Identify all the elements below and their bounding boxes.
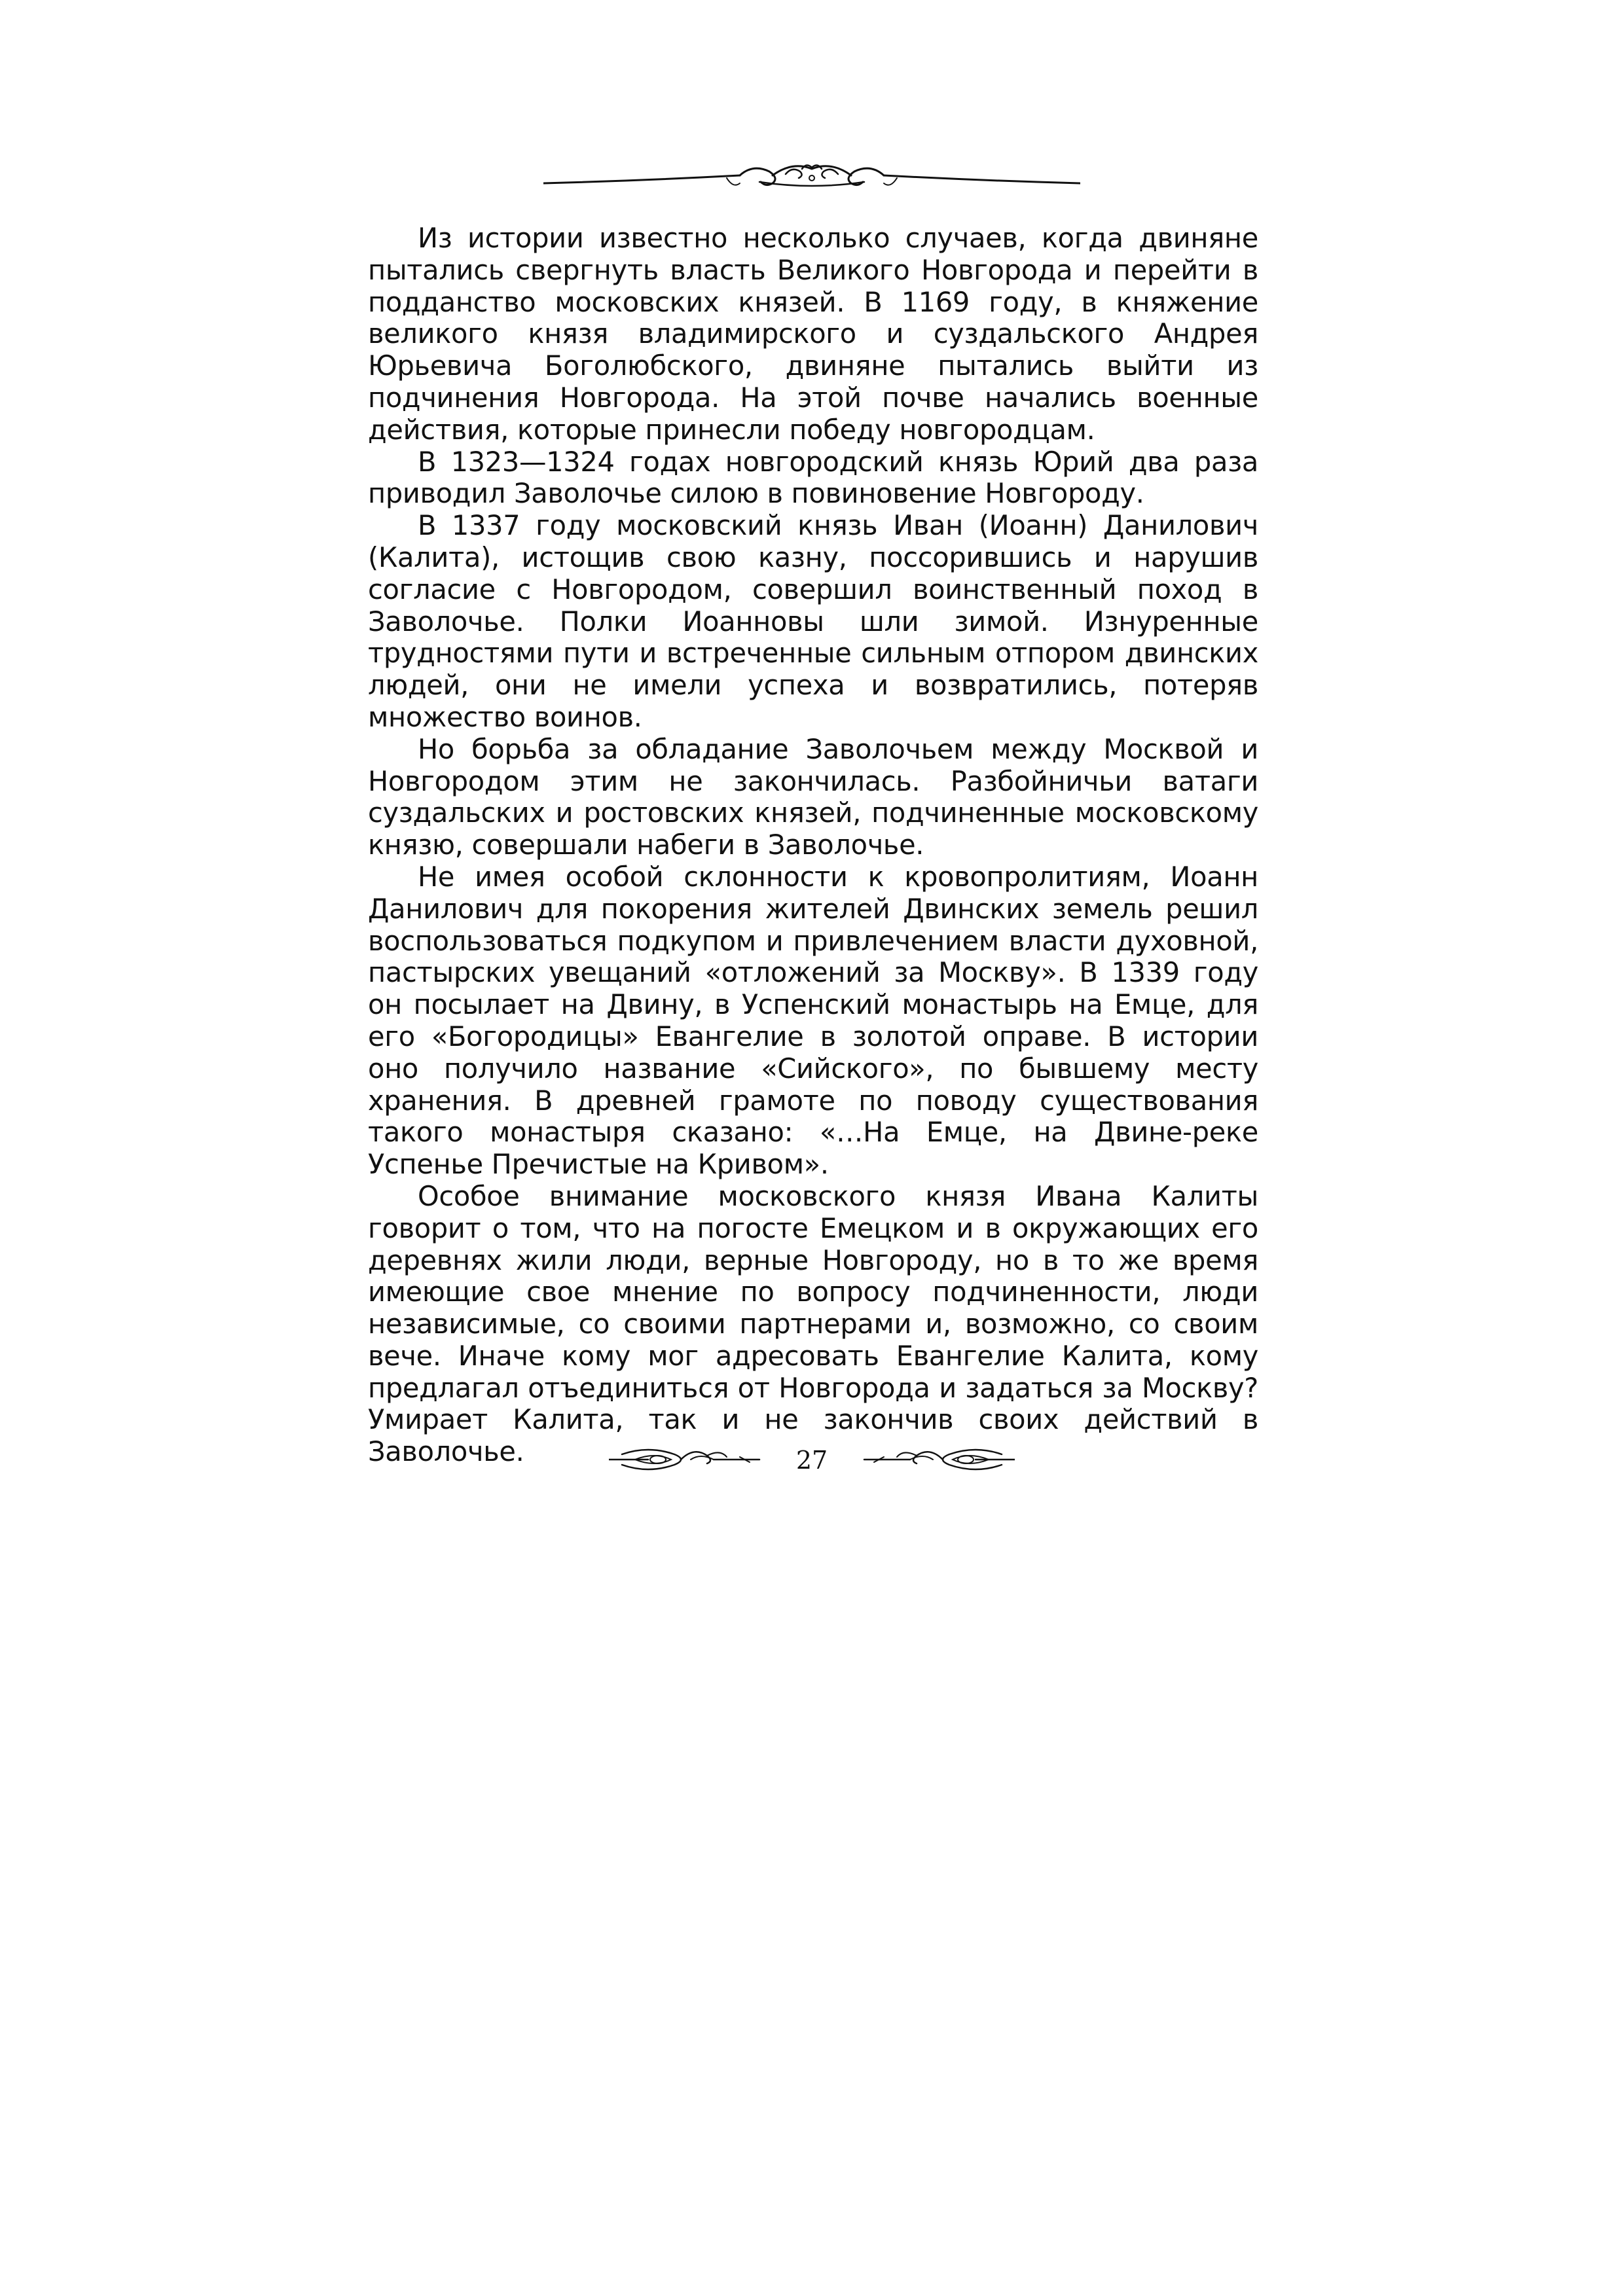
page-footer — [609, 1440, 1015, 1486]
footer-right-ornament-icon — [858, 1440, 1015, 1479]
paragraph: Не имея особой склонности к кровопролитиям, Иоанн Данилович для покорения жителей Двинских земель решил воспользоваться подкупом и привлечением власти духовной, пастырских увещаний «отложений за Москву». В 1339 году он посылает на Двину, в Успенский монастырь на Емце, для его «Богородицы» Евангелие в золотой оправе. В истории оно получило название «Сийского», по бывшему месту хранения. В древней грамоте по поводу существования такого монастыря сказано: «…На Емце, на Двине-реке Успенье Пречистые на Кривом». — [368, 860, 1258, 1181]
header-ornament-icon — [543, 149, 1080, 202]
page-number: 27 — [795, 1446, 828, 1475]
paragraph: В 1323—1324 годах новгородский князь Юрий два раза приводил Заволочье силою в повиновение Новгороду. — [368, 445, 1258, 510]
footer-left-ornament-icon — [609, 1440, 766, 1479]
paragraph: Особое внимание московского князя Ивана Калиты говорит о том, что на погосте Емецком и в окружающих его деревнях жили люди, верные Новгороду, но в то же время имеющие свое мнение по вопросу подчиненности, люди независимые, со своими партнерами и, возможно, со своим вече. Иначе кому мог адресовать Евангелие Калита, кому предлагал отъединиться от Новгорода и задаться за Москву? Умирает Калита, так и не закончив своих действий в Заволочье. — [368, 1179, 1258, 1468]
paragraph: Из истории известно несколько случаев, когда двиняне пытались свергнуть власть Великого Новгорода и перейти в подданство московских князей. В 1169 году, в княжение великого князя владимирского и суздальского Андрея Юрьевича Боголюбского, двиняне пытались выйти из подчинения Новгорода. На этой почве начались военные действия, которые принесли победу новгородцам. — [368, 222, 1258, 446]
paragraph: В 1337 году московский князь Иван (Иоанн) Данилович (Калита), истощив свою казну, поссорившись и нарушив согласие с Новгородом, совершил воинственный поход в Заволочье. Полки Иоанновы шли зимой. Изнуренные трудностями пути и встреченные сильным отпором двинских людей, они не имели успеха и возвратились, потеряв множество воинов. — [368, 509, 1258, 733]
paragraph: Но борьба за обладание Заволочьем между Москвой и Новгородом этим не закончилась. Разбойничьи ватаги суздальских и ростовских князей, подчиненные московскому князю, совершали набеги в Заволочье. — [368, 732, 1258, 861]
body-text — [368, 223, 1258, 1468]
